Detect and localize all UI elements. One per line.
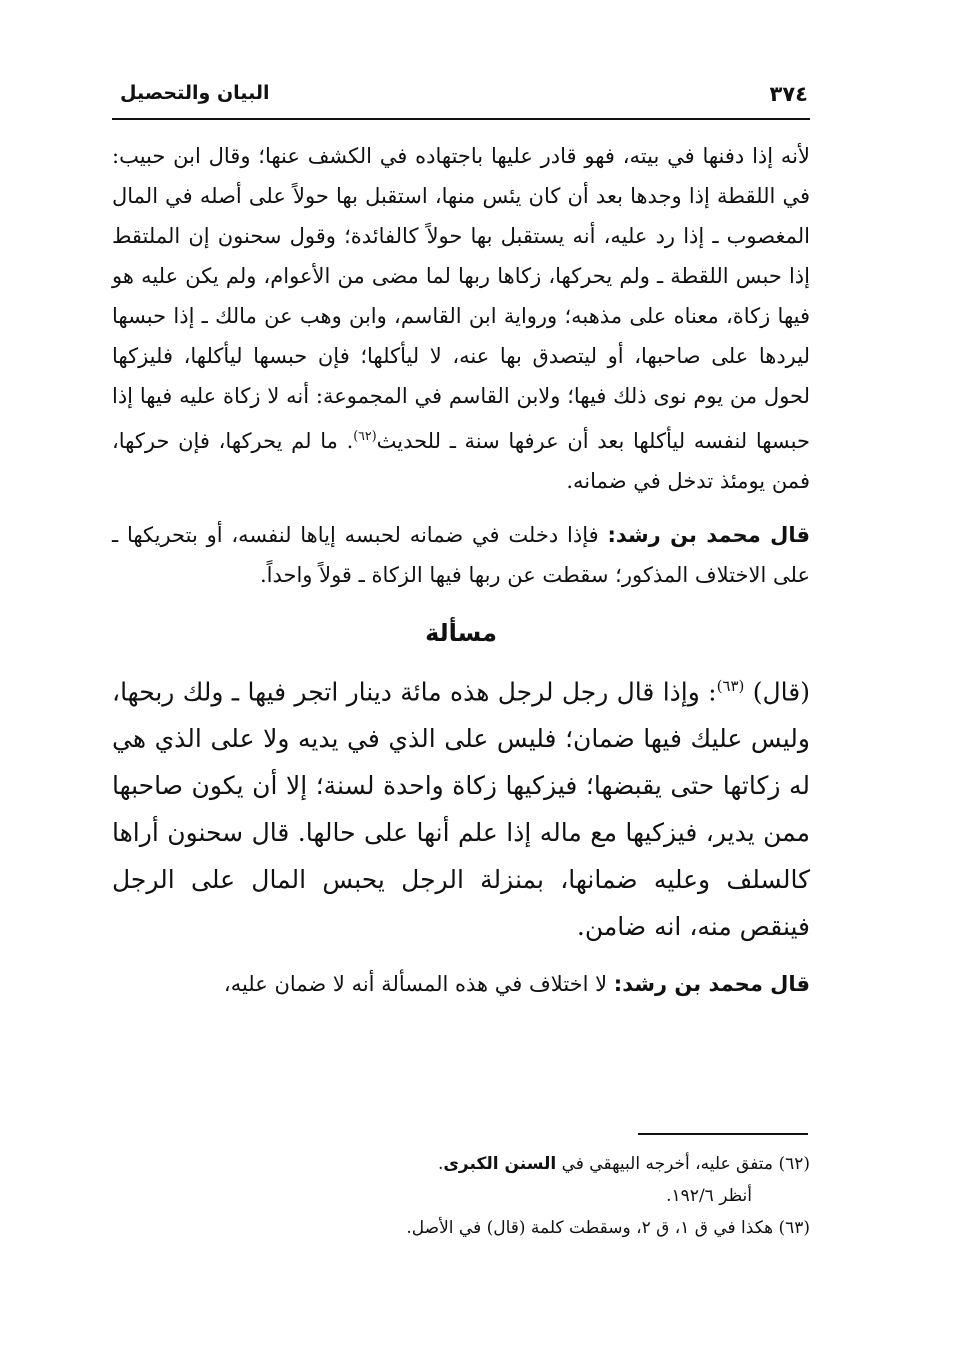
paragraph-2-text: فإذا دخلت في ضمانه لحبسه إياها لنفسه، أو بتحريكها ـ على الاختلاف المذكور؛ سقطت عن ربها فيها الزكاة ـ قولاً واحداً. (112, 523, 810, 587)
main-text (112, 136, 810, 1004)
footnote-rule (638, 1133, 808, 1135)
footnote-62-reference: أنظر ١٩٢/٦. (666, 1186, 752, 1206)
paragraph-3-text: : وإذا قال رجل لرجل هذه مائة دينار اتجر فيها ـ ولك ربحها، وليس عليك فيها ضمان؛ فليس على الذي في يديه ولا على الذي هي له زكاتها حتى يقبضها؛ فيزكيها زكاة واحدة لسنة؛ إلا أن يكون صاحبها ممن يدير، فيزكيها مع ماله إذا علم أنها على حالها. قال سحنون أراها كالسلف وعليه ضمانها، بمنزلة الرجل يحبس المال على الرجل فينقص منه، انه ضامن. (112, 677, 810, 942)
footnote-62 (112, 1148, 810, 1180)
commentator-lead: قال محمد بن رشد: (607, 523, 810, 547)
commentator-lead-2: قال محمد بن رشد: (613, 972, 810, 997)
paragraph-1-text: لأنه إذا دفنها في بيته، فهو قادر عليها باجتهاده في الكشف عنها؛ وقال ابن حبيب: في اللقطة إذا وجدها بعد أن كان يئس منها، استقبل بها حولاً على أصله في المال المغصوب ـ إذا رد عليه، أنه يستقبل بها حولاً كالفائدة؛ وقول سحنون إن الملتقط إذا حبس اللقطة ـ ولم يحركها، زكاها ربها لما مضى من الأعوام، ولم يكن عليه هو فيها زكاة، معناه على مذهبه؛ ورواية ابن القاسم، وابن وهب عن مالك ـ إذا حبسها ليردها على صاحبها، أو ليتصدق بها عنه، لا ليأكلها؛ فإن حبسها ليأكلها، فليزكها لحول من يوم نوى ذلك فيها؛ ولابن القاسم في المجموعة: أنه لا زكاة عليه فيها إذا حبسها لنفسه ليأكلها بعد أن عرفها سنة ـ للحديث (112, 144, 810, 453)
footnote-ref-63: (٦٣) (716, 677, 745, 695)
footnote-63 (112, 1212, 810, 1244)
page-header (112, 82, 810, 116)
footnote-62-end: . (437, 1154, 444, 1174)
footnote-63-text: هكذا في ق ١، ق ٢، وسقطت كلمة (قال) في الأصل. (406, 1218, 774, 1238)
section-heading: مسألة (425, 619, 497, 647)
paragraph-3-start: (قال) (752, 677, 810, 707)
footnote-62-number: (٦٢) (778, 1154, 810, 1174)
paragraph-1 (112, 136, 810, 501)
paragraph-1-end: . ما لم يحركها، فإن حركها، فمن يومئذ تدخل في ضمانه. (112, 429, 810, 493)
running-title: البيان والتحصيل (120, 82, 270, 104)
footnotes (112, 1148, 810, 1244)
paragraph-4 (112, 964, 810, 1004)
paragraph-2 (112, 515, 810, 595)
footnote-62-source: السنن الكبرى (443, 1154, 557, 1174)
paragraph-3 (112, 663, 810, 950)
header-rule (112, 118, 810, 120)
page-number: ٣٧٤ (769, 82, 808, 106)
footnote-63-number: (٦٣) (778, 1218, 810, 1238)
footnote-ref-62: (٦٢) (353, 428, 377, 443)
footnote-62-text: متفق عليه، أخرجه البيهقي في (561, 1154, 774, 1174)
paragraph-4-text: لا اختلاف في هذه المسألة أنه لا ضمان عليه، (223, 972, 614, 997)
